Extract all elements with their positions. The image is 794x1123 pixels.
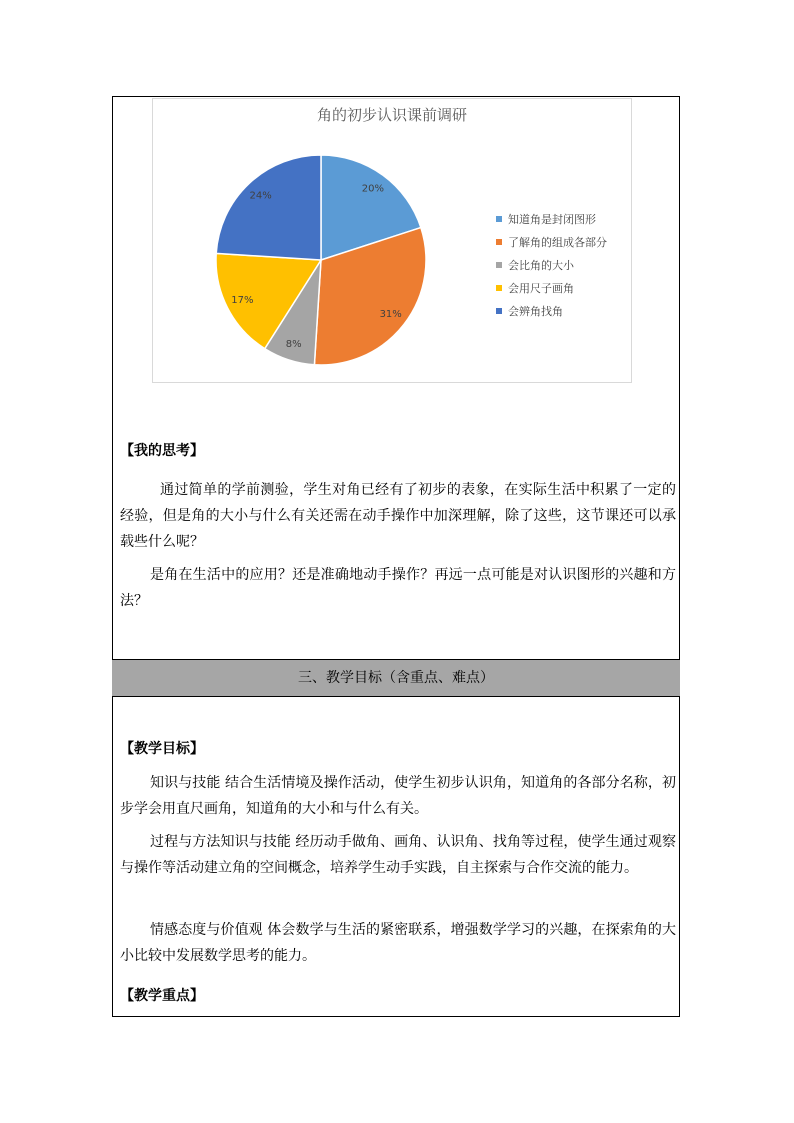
chart-legend [496,207,607,322]
reflection-heading: 【我的思考】 [120,443,204,459]
pie-slice-4 [216,155,321,260]
goals-heading: 【教学目标】 [120,741,204,757]
pie-label-0: 20% [361,183,384,195]
pie-label-4: 24% [249,190,272,202]
goals-paragraph-2: 过程与方法知识与技能 经历动手做角、画角、认识角、找角等过程，使学生通过观察与操作等活动建立角的空间概念，培养学生动手实践，自主探索与合作交流的能力。 [120,834,676,876]
legend-swatch [496,285,502,291]
legend-label: 了解角的组成各部分 [508,235,607,249]
reflection-paragraph-1: 通过简单的学前测验，学生对角已经有了初步的表象，在实际生活中积累了一定的经验，但是角的大小与什么有关还需在动手操作中加深理解，除了这些，这节课还可以承载些什么呢？ [120,482,676,550]
legend-swatch [496,308,502,314]
pie-label-3: 17% [231,295,254,307]
pie-chart [152,98,632,383]
legend-item-4 [496,299,607,322]
goals-paragraph-1: 知识与技能 结合生活情境及操作活动，使学生初步认识角，知道角的各部分名称，初步学会用直尺画角，知道角的大小和与什么有关。 [120,775,676,817]
pie-label-2: 8% [285,338,302,350]
legend-label: 知道角是封闭图形 [508,212,596,226]
reflection-paragraph-2: 是角在生活中的应用？还是准确地动手操作？再远一点可能是对认识图形的兴趣和方法？ [120,567,676,609]
legend-item-2 [496,253,607,276]
legend-item-0 [496,207,607,230]
legend-label: 会辨角找角 [508,304,563,318]
section-title-band [112,659,680,697]
chart-title: 角的初步认识课前调研 [316,106,467,124]
goals-paragraph-3: 情感态度与价值观 体会数学与生活的紧密联系，增强数学学习的兴趣，在探索角的大小比较中发展数学思考的能力。 [120,922,676,964]
legend-label: 会用尺子画角 [508,281,574,295]
legend-swatch [496,262,502,268]
legend-swatch [496,216,502,222]
section-title: 三、教学目标（含重点、难点） [298,670,494,686]
pie-label-1: 31% [379,309,402,321]
legend-label: 会比角的大小 [508,258,574,272]
key-points-heading: 【教学重点】 [120,988,204,1004]
legend-swatch [496,239,502,245]
legend-item-1 [496,230,607,253]
legend-item-3 [496,276,607,299]
